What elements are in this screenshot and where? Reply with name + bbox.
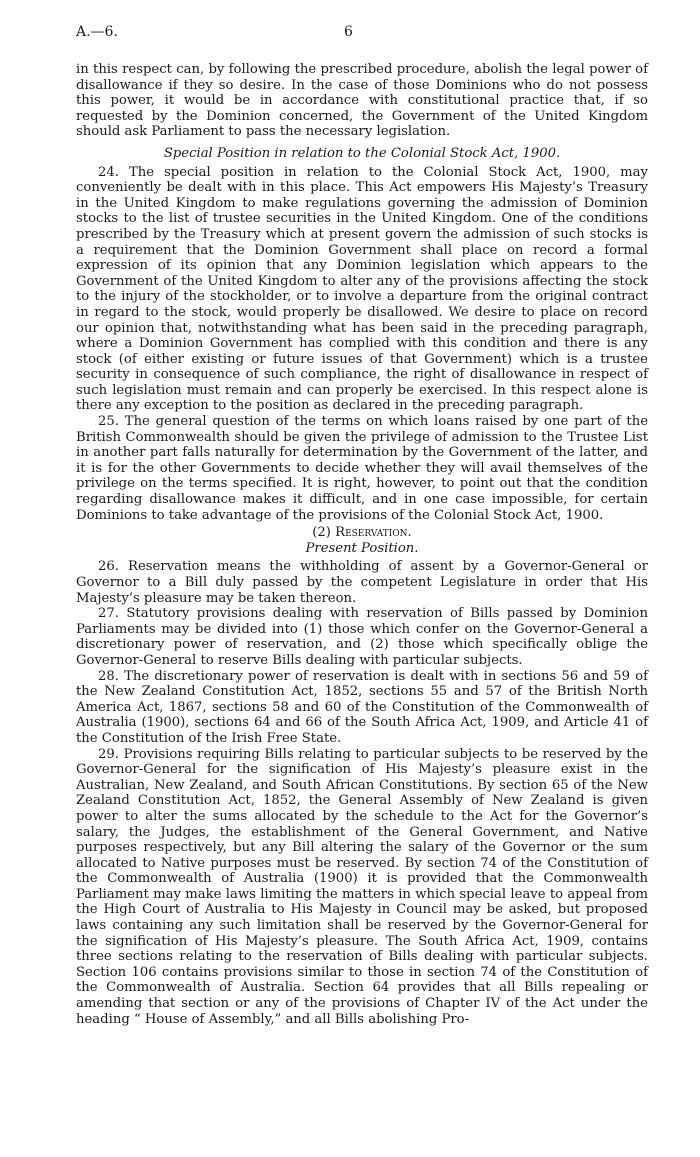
document-page (76, 22, 648, 1027)
paragraph-29: 29. Provisions requiring Bills relating to particular subjects to be reserved by the Governor-General for the signification of His Majesty’s pleasure exist in the Australian, New Zealand, and South African Constitutions. By section 65 of the New Zealand Constitution Act, 1852, the General Assembly of New Zealand is given power to alter the sums allocated by the schedule to the Act for the Governor’s salary, the Judges, the establishment of the General Government, and Native purposes respectively, but any Bill altering the salary of the Governor or the sum allocated to Native purposes must be reserved. By section 74 of the Constitution of the Commonwealth of Australia (1900) it is provided that the Commonwealth Parliament may make laws limiting the matters in which special leave to appeal from the High Court of Australia to His Majesty in Council may be asked, but proposed laws containing any such limitation shall be reserved by the Governor-General for the signification of His Majesty’s pleasure. The South Africa Act, 1909, contains three sections relating to the reservation of Bills dealing with particular subjects. Section 106 contains provisions similar to those in section 74 of the Constitution of the Commonwealth of Australia. Section 64 provides that all Bills repealing or amending that section or any of the provisions of Chapter IV of the Act under the heading “ House of Assembly,” and all Bills abolishing Pro- (76, 746, 648, 1027)
section-number: (2) (312, 525, 331, 541)
document-body (76, 62, 648, 1027)
section-title: Reservation. (335, 525, 412, 541)
paragraph-24: 24. The special position in relation to the Colonial Stock Act, 1900, may conveniently be dealt with in this place. This Act empowers His Majesty’s Treasury in the United Kingdom to make regulations governing the admission of Dominion stocks to the list of trustee securities in the United Kingdom. One of the conditions prescribed by the Treasury which at present govern the admission of such stocks is a requirement that the Dominion Government shall place on record a formal expression of its opinion that any Dominion legislation which appears to the Government of the United Kingdom to alter any of the provisions affecting the stock to the injury of the stockholder, or to involve a departure from the original contract in regard to the stock, would properly be disallowed. We desire to place on record our opinion that, notwithstanding what has been said in the preceding paragraph, where a Dominion Government has complied with this condition and there is any stock (of either existing or future issues of that Government) which is a trustee security in consequence of such compliance, the right of disallowance in respect of such legislation must remain and can properly be exercised. In this respect alone is there any exception to the position as declared in the preceding paragraph. (76, 164, 648, 414)
document-reference: A.—6. (76, 24, 118, 40)
paragraph-intro: in this respect can, by following the prescribed procedure, abolish the legal power of disallowance if they so desire. In the case of those Dominions who do not possess this power, it would be in accordance with constitutional practice that, if so requested by the Dominion concerned, the Government of the United Kingdom should ask Parliament to pass the necessary legislation. (76, 62, 648, 140)
page-header (76, 22, 648, 44)
paragraph-28: 28. The discretionary power of reservation is dealt with in sections 56 and 59 of the New Zealand Constitution Act, 1852, sections 55 and 57 of the British North America Act, 1867, sections 58 and 60 of the Constitution of the Commonwealth of Australia (1900), sections 64 and 66 of the South Africa Act, 1909, and Article 41 of the Constitution of the Irish Free State. (76, 668, 648, 746)
paragraph-25: 25. The general question of the terms on which loans raised by one part of the British Commonwealth should be given the privilege of admission to the Trustee List in another part falls naturally for determination by the Government of the latter, and it is for the other Governments to decide whether they will avail themselves of the privilege on the terms specified. It is right, however, to point out that the condition regarding disallowance makes it difficult, and in one case impossible, for certain Dominions to take advantage of the provisions of the Colonial Stock Act, 1900. (76, 414, 648, 523)
subheading-present-position: Present Position. (305, 540, 419, 556)
section-heading (76, 525, 648, 541)
paragraph-27: 27. Statutory provisions dealing with reservation of Bills passed by Dominion Parliaments may be divided into (1) those which confer on the Governor-General a discretionary power of reservation, and (2) those which specifically oblige the Governor-General to reserve Bills dealing with particular subjects. (76, 606, 648, 668)
page-number: 6 (344, 24, 353, 40)
paragraph-26: 26. Reservation means the withholding of assent by a Governor-General or Governor to a Bill duly passed by the competent Legislature in order that His Majesty’s pleasure may be taken thereon. (76, 559, 648, 606)
heading-special-position: Special Position in relation to the Colonial Stock Act, 1900. (163, 145, 561, 161)
